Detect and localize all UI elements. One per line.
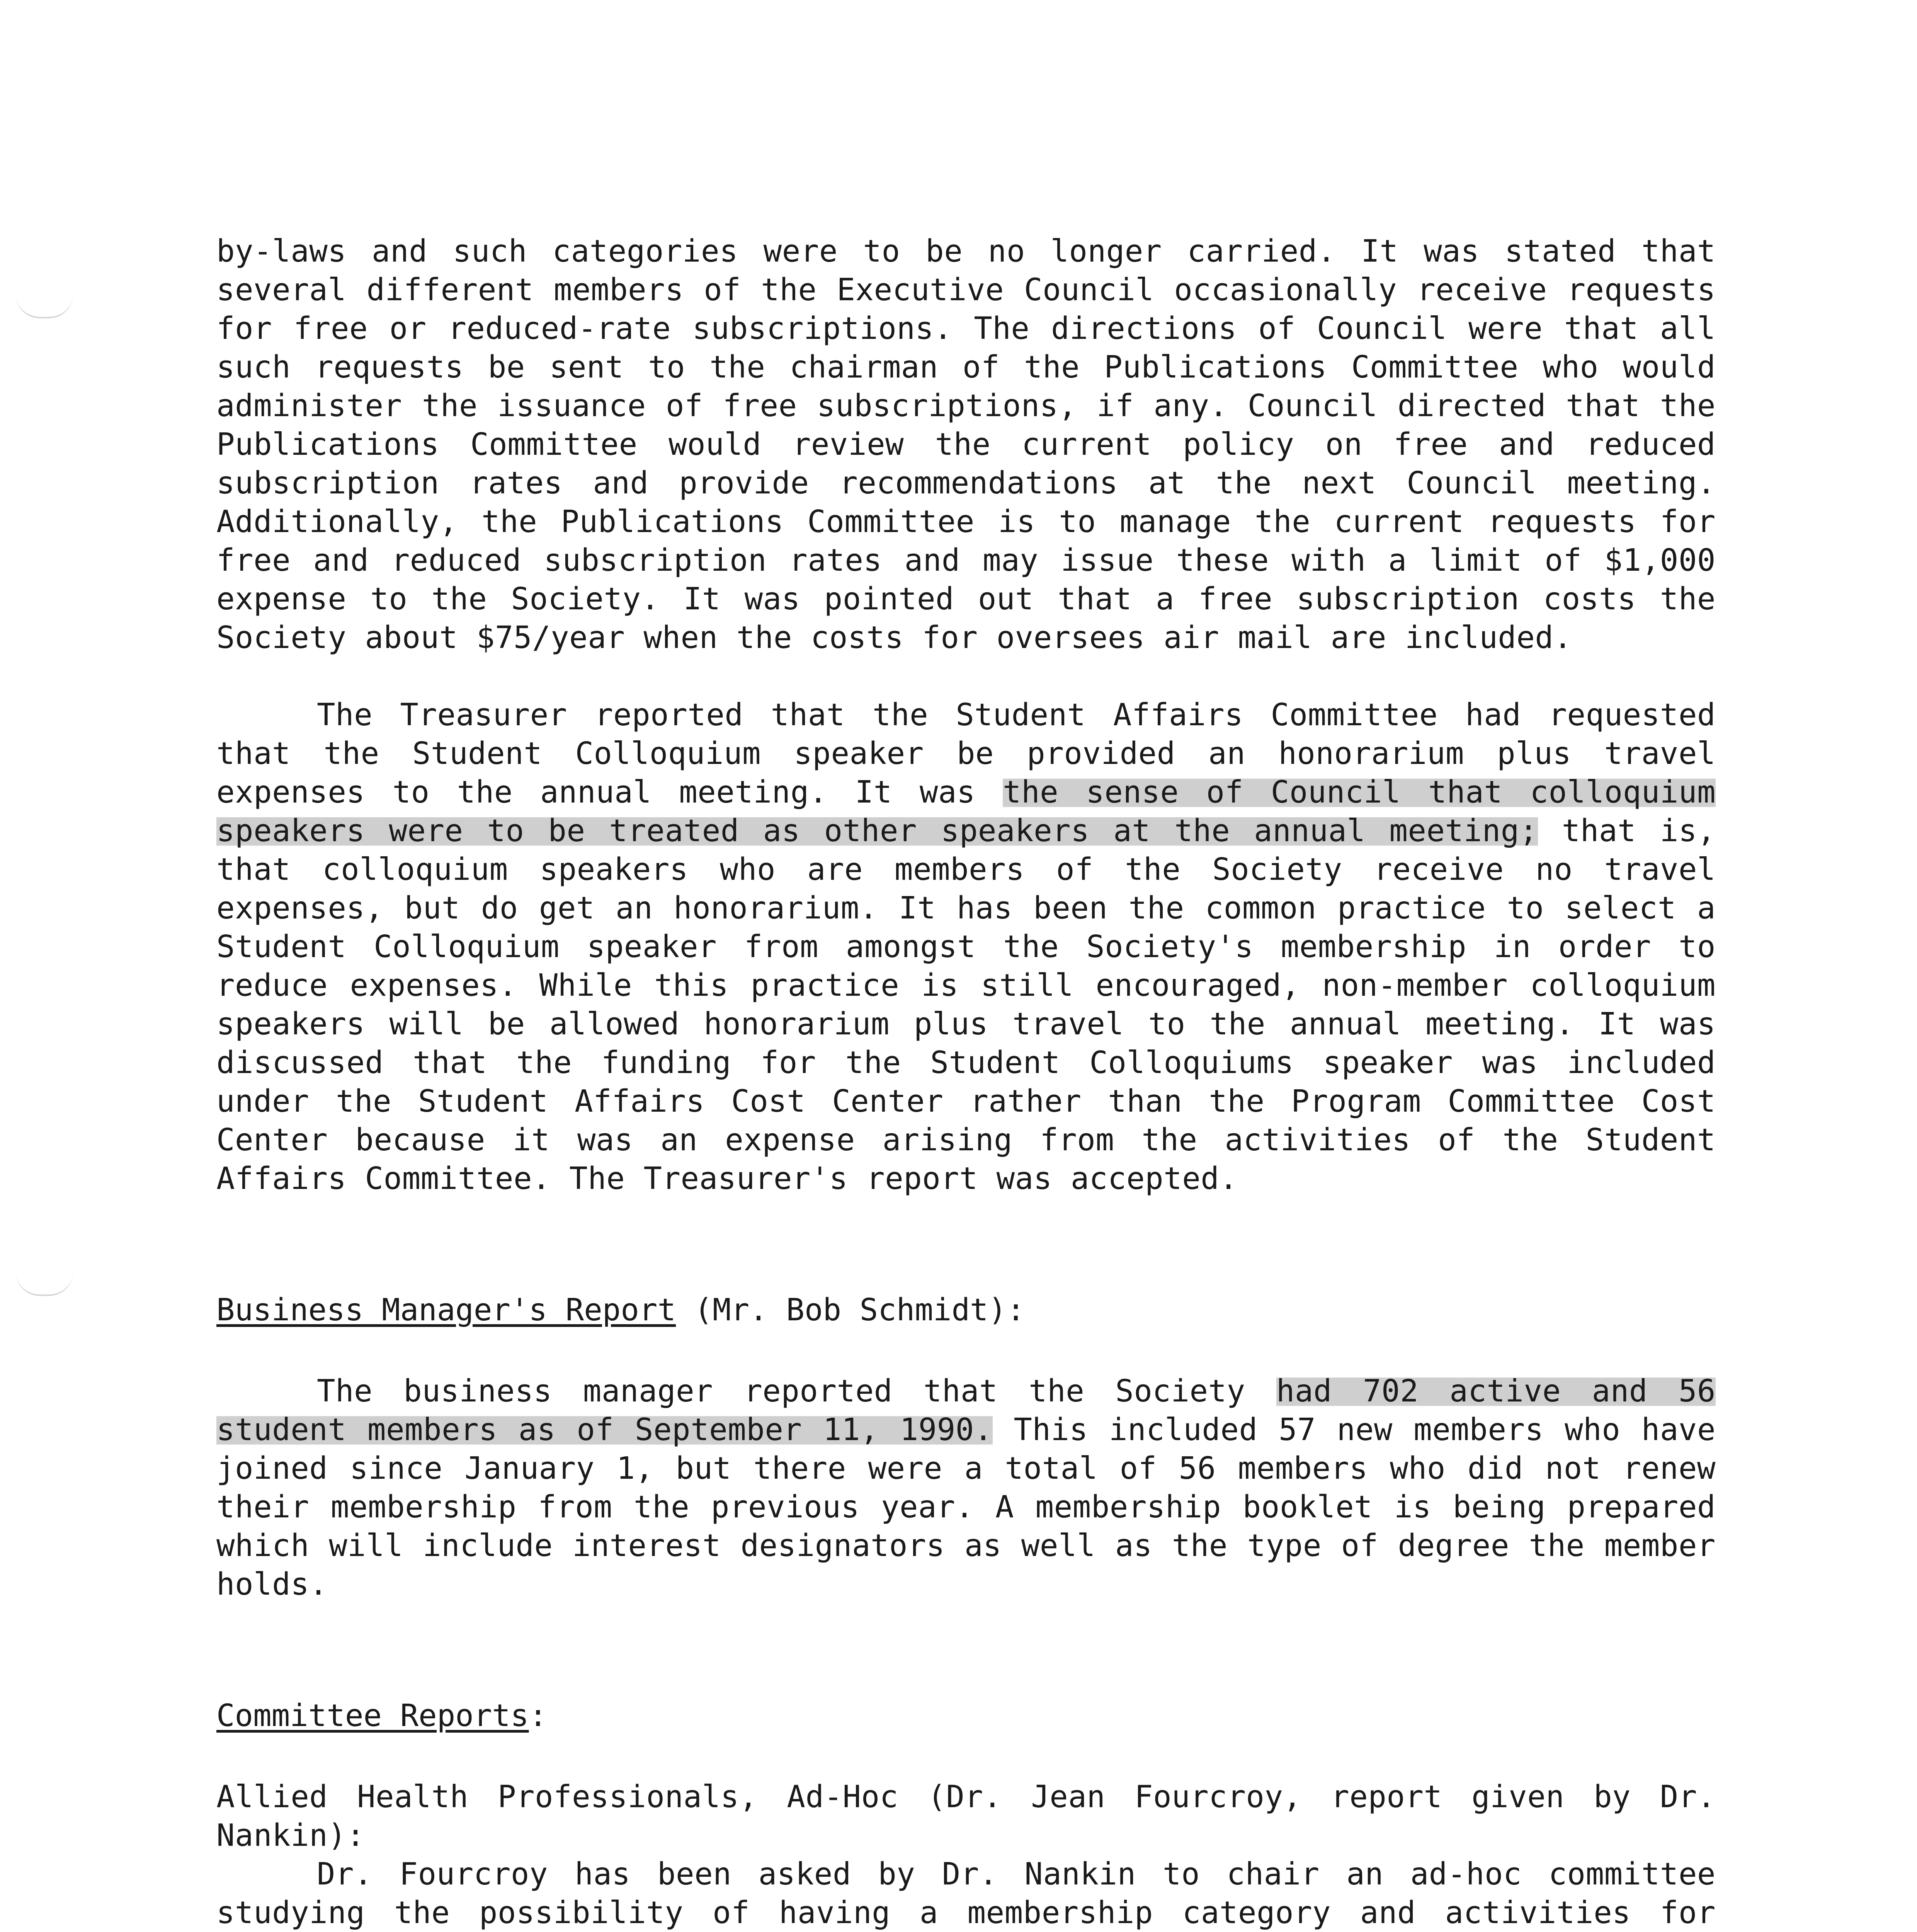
- heading-rest: (Mr. Bob Schmidt):: [676, 1292, 1025, 1328]
- paragraph-treasurer-report: [216, 696, 1716, 1198]
- highlighted-text: the sense of Council that colloquium speakers were to be treated as other speakers at the annual meeting;: [216, 774, 1716, 849]
- text-segment: that is, that colloquium speakers who are members of the Society receive no travel expenses, but do get an honorarium. It has been the common practice to select a Student Colloquium speaker from amongst the Society's membership in order to reduce expenses. While this practice is still encouraged, non-member colloquium speakers will be allowed honorarium plus travel to the annual meeting. It was discussed that the funding for the Student Colloquiums speaker was included under the Student Affairs Cost Center rather than the Program Committee Cost Center because it was an expense arising from the activities of the Student Affairs Committee. The Treasurer's report was accepted.: [216, 813, 1716, 1196]
- heading-underlined: Committee Reports: [216, 1698, 529, 1733]
- text-segment: The business manager reported that the Society: [317, 1373, 1276, 1409]
- highlighted-text: had 702 active and 56 student members as of September 11, 1990.: [216, 1373, 1716, 1447]
- punch-hole-mark: [15, 294, 73, 318]
- section-heading-committee-reports: [216, 1696, 1716, 1735]
- section-heading-business-manager: [216, 1291, 1716, 1329]
- document-body: [216, 232, 1716, 1932]
- paragraph-business-manager: [216, 1372, 1716, 1604]
- text-segment: Dr. Fourcroy has been asked by Dr. Nankin to chair an ad-hoc committee studying the possibility of having a membership category and activities for: [216, 1856, 1716, 1930]
- heading-colon: :: [529, 1698, 548, 1733]
- text-segment: The Treasurer reported that the Student Affairs Committee had requested that the Student Colloquium speaker be provided an honorarium plus travel expenses to the annual meeting. It was: [216, 697, 1716, 810]
- paragraph-subscriptions: by-laws and such categories were to be no longer carried. It was stated that several different members of the Executive Council occasionally receive requests for free or reduced-rate subscriptions. The directions of Council were that all such requests be sent to the chairman of the Publications Committee who would administer the issuance of free subscriptions, if any. Council directed that the Publications Committee would review the current policy on free and reduced subscription rates and provide recommendations at the next Council meeting. Additionally, the Publications Committee is to manage the current requests for free and reduced subscription rates and may issue these with a limit of $1,000 expense to the Society. It was pointed out that a free subscription costs the Society about $75/year when the costs for oversees air mail are included.: [216, 233, 1716, 655]
- paragraph-allied-health: [216, 1855, 1716, 1932]
- heading-underlined: Business Manager's Report: [216, 1292, 676, 1328]
- text-segment: This included 57 new members who have joined since January 1, but there were a total of 56 members who did not renew their membership from the previous year. A membership booklet is being prepared which will include interest designators as well as the type of degree the member holds.: [216, 1412, 1716, 1602]
- punch-hole-mark: [15, 1271, 73, 1296]
- subheading-allied-health: Allied Health Professionals, Ad-Hoc (Dr. Jean Fourcroy, report given by Dr. Nankin):: [216, 1779, 1716, 1853]
